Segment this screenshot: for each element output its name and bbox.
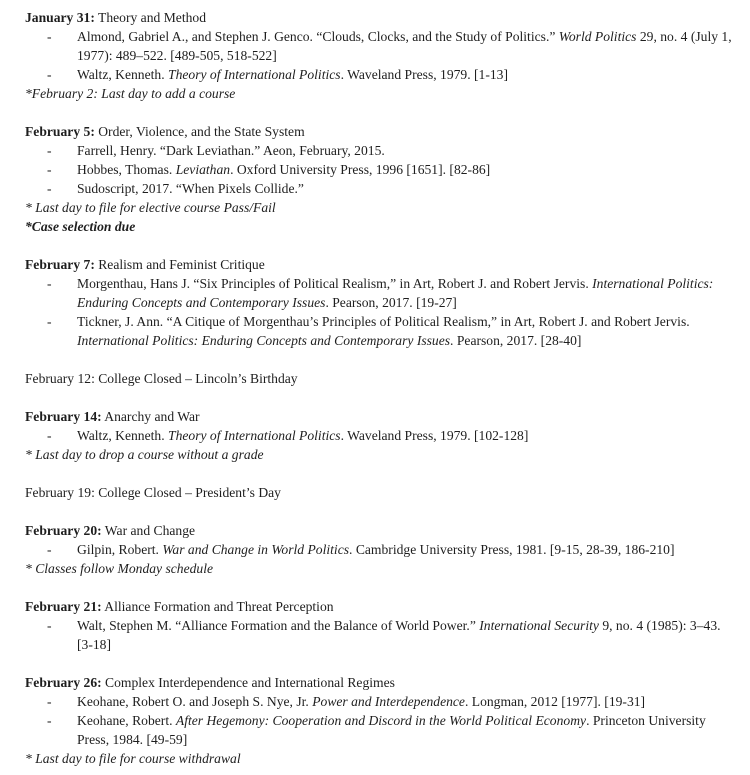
text-run: War and Change — [101, 523, 196, 538]
text-run: Theory of International Politics — [168, 428, 341, 443]
text-run: *February 2: Last day to add a course — [25, 86, 236, 101]
text-run: 9, no. 4 (1985): 3–43. [3-18] — [77, 618, 721, 652]
text-run: Complex Interdependence and International Regimes — [101, 675, 395, 690]
text-run: * Last day to file for course withdrawal — [25, 751, 241, 766]
reading-item — [25, 711, 738, 749]
text-run: After Hegemony: Cooperation and Discord in the World Political Economy — [175, 713, 587, 728]
text-run: February 26: — [25, 675, 102, 690]
text-run: International Politics: Enduring Concepts and Contemporary Issues — [77, 333, 451, 348]
text-run: Alliance Formation and Threat Perception — [101, 599, 334, 614]
syllabus-section — [25, 483, 738, 502]
text-run: * Last day to drop a course without a grade — [25, 447, 264, 462]
text-run: January 31: — [25, 10, 95, 25]
text-run: *Case selection due — [25, 219, 136, 234]
text-run: Theory and Method — [94, 10, 206, 25]
section-heading — [25, 521, 738, 540]
text-run: . Waveland Press, 1979. [1-13] — [340, 67, 508, 82]
reading-item — [25, 141, 738, 160]
text-run: Power and Interdependence — [312, 694, 465, 709]
reading-item — [25, 616, 738, 654]
text-run: Keohane, Robert. — [77, 713, 176, 728]
section-heading — [25, 369, 738, 388]
syllabus-section — [25, 521, 738, 578]
text-run: Tickner, J. Ann. “A Citique of Morgenthau’s Principles of Political Realism,” in Art, Robert J. and Robert Jervis. — [77, 314, 690, 329]
text-run: February 20: — [25, 523, 102, 538]
reading-item — [25, 274, 738, 312]
text-run: Gilpin, Robert. — [77, 542, 163, 557]
text-run: War and Change in World Politics — [162, 542, 350, 557]
text-run: Realism and Feminist Critique — [94, 257, 265, 272]
text-run: February 14: — [25, 409, 102, 424]
text-run: Anarchy and War — [101, 409, 200, 424]
note-line — [25, 84, 738, 103]
text-run: International Politics: Enduring Concepts and Contemporary Issues — [77, 276, 714, 310]
text-run: . Longman, 2012 [1977]. [19-31] — [464, 694, 646, 709]
text-run: Walt, Stephen M. “Alliance Formation and the Balance of World Power.” — [77, 618, 480, 633]
text-run: Leviathan — [175, 162, 231, 177]
syllabus-section — [25, 8, 738, 103]
text-run: . Princeton University Press, 1984. [49-59] — [77, 713, 706, 747]
clipped-note — [25, 749, 738, 768]
text-run: World Politics — [558, 29, 637, 44]
text-run: Keohane, Robert O. and Joseph S. Nye, Jr. — [77, 694, 313, 709]
syllabus-section — [25, 597, 738, 654]
section-heading — [25, 255, 738, 274]
text-run: Sudoscript, 2017. “When Pixels Collide.” — [77, 181, 304, 196]
text-run: . Oxford University Press, 1996 [1651]. [82-86] — [230, 162, 491, 177]
section-heading — [25, 122, 738, 141]
text-run: . Pearson, 2017. [19-27] — [325, 295, 457, 310]
reading-item — [25, 179, 738, 198]
reading-item — [25, 65, 738, 84]
reading-item — [25, 27, 738, 65]
syllabus-section — [25, 407, 738, 464]
text-run: . Pearson, 2017. [28-40] — [450, 333, 582, 348]
text-run: . Cambridge University Press, 1981. [9-15, 28-39, 186-210] — [349, 542, 675, 557]
text-run: Morgenthau, Hans J. “Six Principles of Political Realism,” in Art, Robert J. and Robert Jervis. — [77, 276, 593, 291]
text-run: Waltz, Kenneth. — [77, 67, 169, 82]
text-run: Waltz, Kenneth. — [77, 428, 169, 443]
syllabus-section — [25, 673, 738, 768]
text-run: Order, Violence, and the State System — [94, 124, 305, 139]
note-line — [25, 559, 738, 578]
syllabus-section — [25, 122, 738, 236]
text-run: February 21: — [25, 599, 102, 614]
section-heading — [25, 407, 738, 426]
text-run: February 12: College Closed – Lincoln’s Birthday — [25, 371, 298, 386]
reading-item — [25, 312, 738, 350]
reading-item — [25, 692, 738, 711]
text-run: * Last day to file for elective course Pass/Fail — [25, 200, 276, 215]
text-run: Theory of International Politics — [168, 67, 341, 82]
reading-item — [25, 540, 738, 559]
section-heading — [25, 673, 738, 692]
text-run: 29, no. 4 (July 1, 1977): 489–522. [489-505, 518-522] — [77, 29, 732, 63]
section-heading — [25, 8, 738, 27]
text-run: International Security — [479, 618, 599, 633]
text-run: February 7: — [25, 257, 95, 272]
note-line — [25, 445, 738, 464]
section-heading — [25, 597, 738, 616]
section-heading — [25, 483, 738, 502]
text-run: . Waveland Press, 1979. [102-128] — [340, 428, 529, 443]
reading-item — [25, 160, 738, 179]
syllabus-section — [25, 255, 738, 350]
note-line — [25, 217, 738, 236]
text-run: Almond, Gabriel A., and Stephen J. Genco. “Clouds, Clocks, and the Study of Politics.” — [77, 29, 559, 44]
text-run: Farrell, Henry. “Dark Leviathan.” Aeon, February, 2015. — [77, 143, 385, 158]
reading-item — [25, 426, 738, 445]
text-run: February 5: — [25, 124, 95, 139]
note-line — [25, 198, 738, 217]
text-run: February 19: College Closed – President’s Day — [25, 485, 281, 500]
text-run: * Classes follow Monday schedule — [25, 561, 214, 576]
syllabus-section — [25, 369, 738, 388]
text-run: Hobbes, Thomas. — [77, 162, 176, 177]
